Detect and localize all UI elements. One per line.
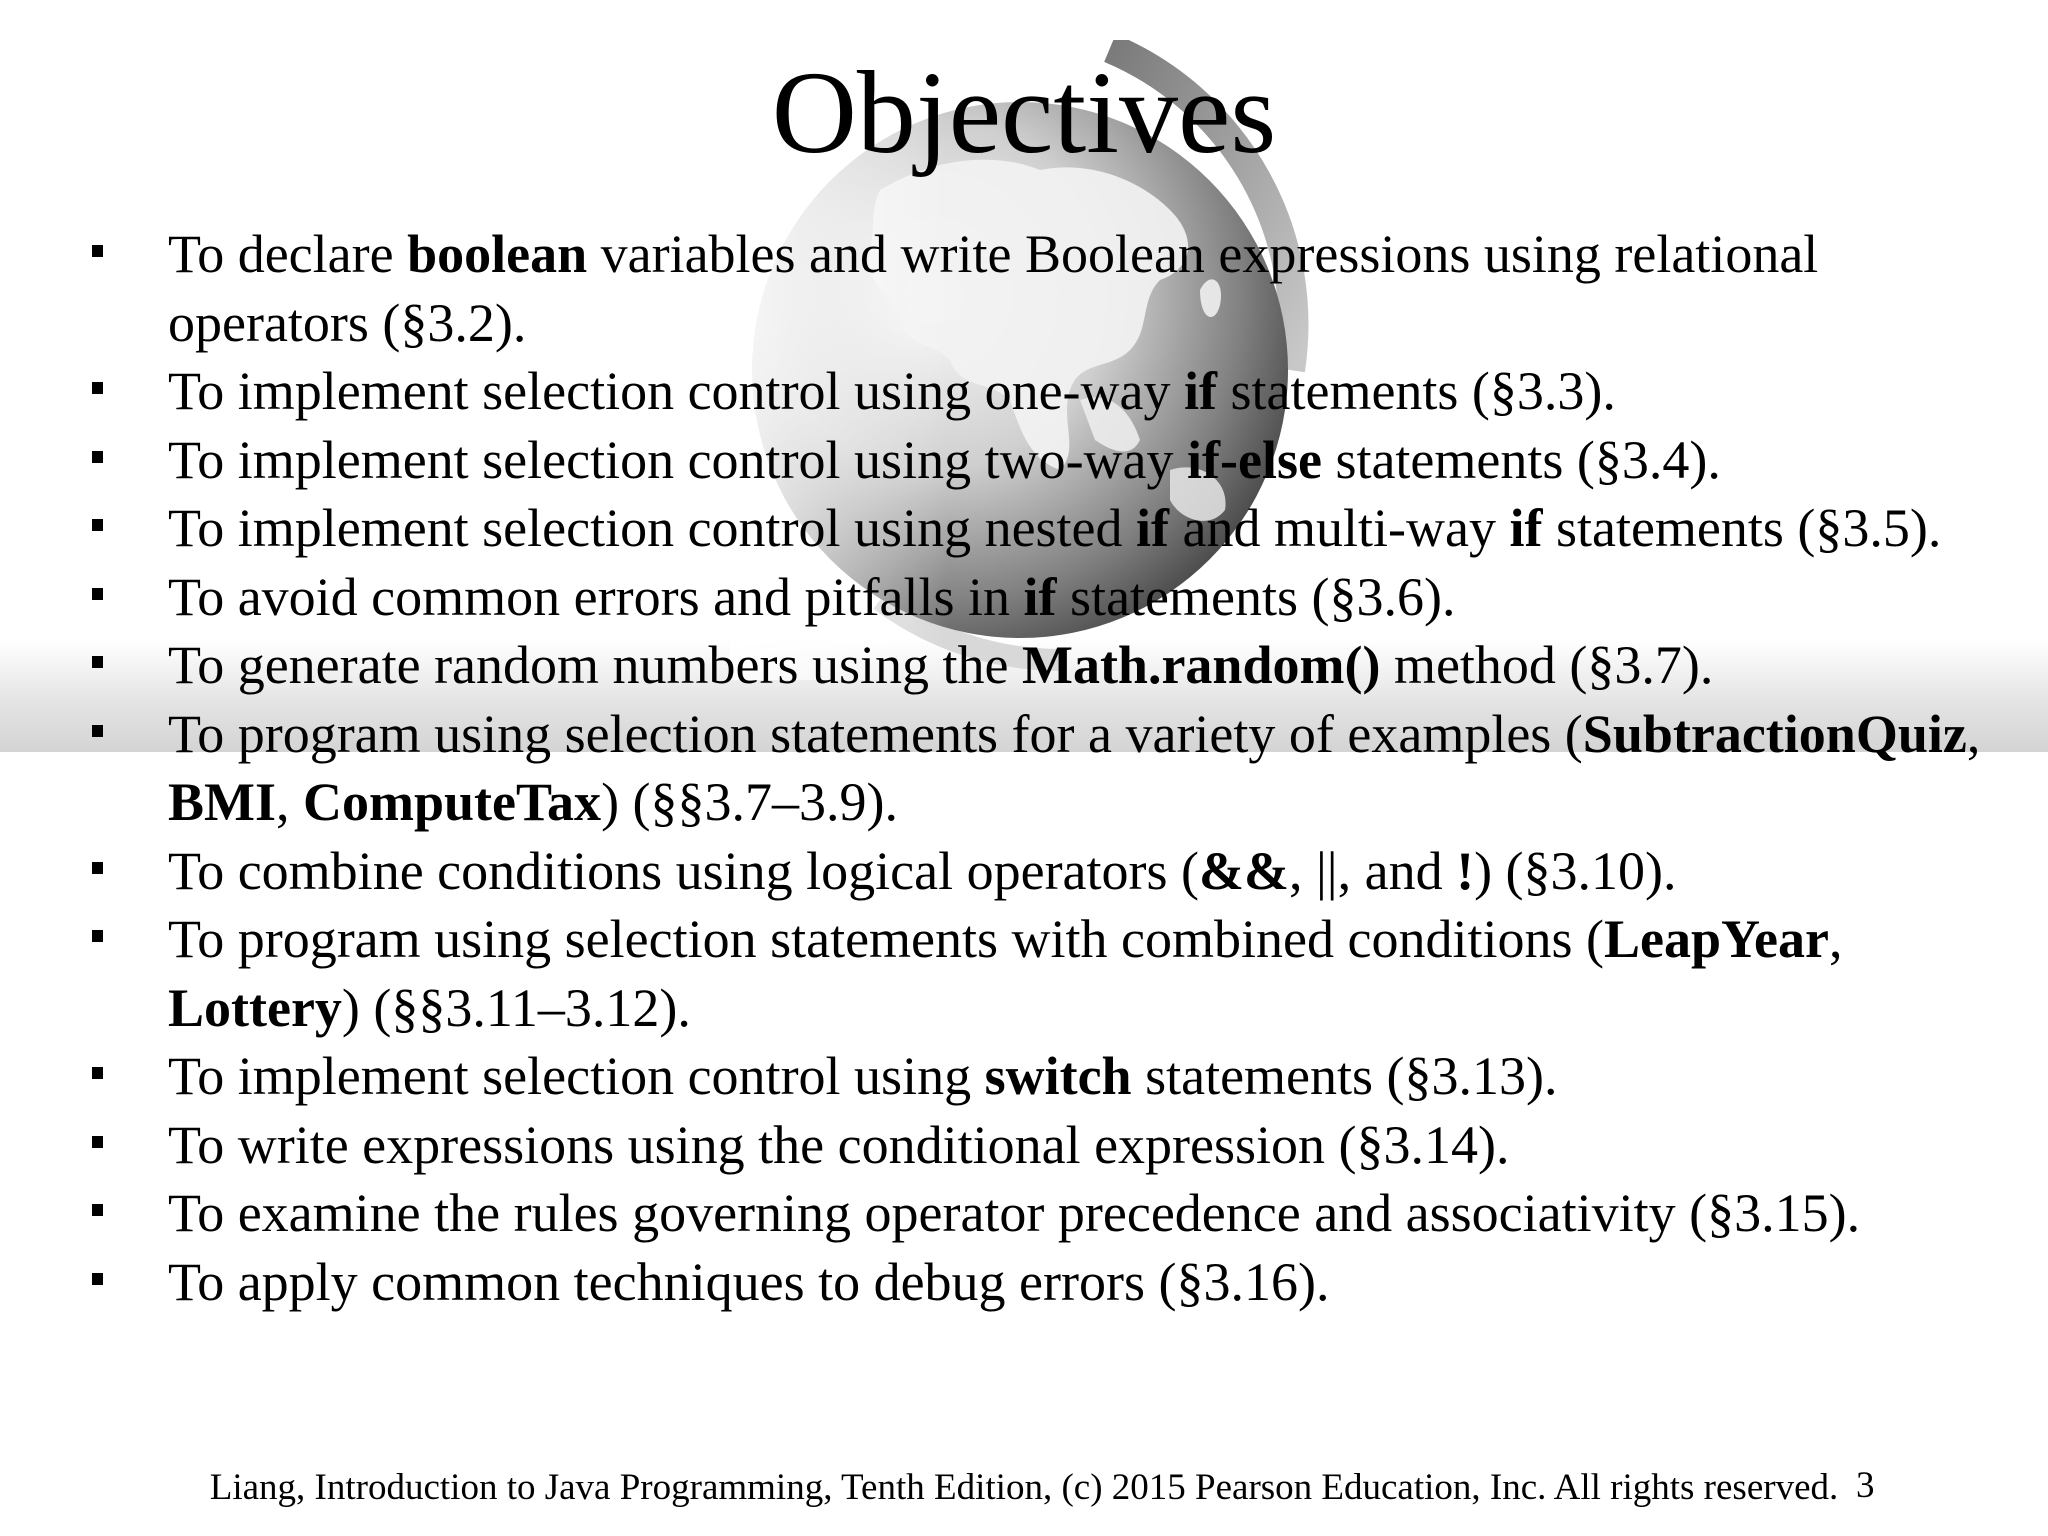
objective-text: To declare [168,224,408,284]
objective-item [88,426,2008,495]
objective-text: method (§3.7). [1380,635,1714,695]
objective-item [88,631,2008,700]
objectives-list [88,220,2008,1316]
objective-keyword: if [1023,566,1057,627]
objective-text: statements (§3.3). [1216,361,1616,421]
bullet-icon [92,1067,103,1079]
objective-item [88,357,2008,426]
footer-citation: Liang, Introduction to Java Programming, Tenth Edition, (c) 2015 Pearson Education, Inc. All rights reserved. [209,1467,1839,1508]
objective-text: To implement selection control using [168,1046,985,1106]
bullet-icon [92,1273,103,1285]
objective-text: To program using selection statements with combined conditions ( [168,909,1604,969]
bullet-icon [92,382,103,394]
bullet-icon [92,451,103,463]
bullet-icon [92,930,103,942]
bullet-icon [92,656,103,668]
objective-text: variables and write Boolean expressions using relational operators (§3.2). [168,224,1819,353]
objective-text: statements (§3.13). [1131,1046,1558,1106]
bullet-icon [92,519,103,531]
objective-text: To examine the rules governing operator precedence and associativity (§3.15). [168,1183,1861,1243]
objective-item [88,563,2008,632]
objective-text: and multi-way [1169,498,1510,558]
objective-keyword: LeapYear [1603,909,1829,969]
objective-item [88,1042,2008,1111]
objective-text: To generate random numbers using the [168,635,1022,695]
objective-text: ) (§3.10). [1474,840,1677,901]
objective-text: statements (§3.6). [1056,566,1456,627]
objective-item [88,1111,2008,1180]
objective-text: To combine conditions using logical operators ( [168,840,1200,901]
bullet-icon [92,862,103,874]
objective-text: To program using selection statements for a variety of examples ( [168,703,1583,764]
bullet-icon [92,725,103,737]
objective-keyword: if [1509,498,1543,558]
objective-text: ) (§§3.7–3.9). [601,772,899,832]
objective-keyword: switch [984,1046,1132,1106]
objective-text: To implement selection control using two-way [168,429,1188,490]
objective-keyword: SubtractionQuiz [1582,703,1967,764]
objective-keyword: boolean [407,224,588,284]
objective-text: To implement selection control using one-way [168,361,1184,421]
objective-text: , [1828,909,1843,969]
objective-item [88,494,2008,563]
objective-keyword: BMI [168,772,276,832]
bullet-icon [92,1136,103,1148]
objective-keyword: if [1183,361,1217,421]
page-number: 3 [1856,1465,1875,1506]
objective-keyword: Math.random() [1021,635,1381,695]
objective-text: , ||, and [1288,840,1457,901]
objective-text: To apply common techniques to debug errors (§3.16). [168,1251,1330,1312]
objective-keyword: && [1199,840,1289,901]
objective-keyword: if [1136,498,1170,558]
objective-item [88,837,2008,906]
objective-keyword: ComputeTax [303,772,602,832]
objective-text: To write expressions using the conditional expression (§3.14). [168,1114,1510,1175]
objective-item [88,1248,2008,1317]
objective-item [88,220,2008,357]
objective-text: ) (§§3.11–3.12). [341,977,691,1038]
objective-text: , [276,772,303,832]
objective-text: To implement selection control using nested [168,498,1137,558]
objective-item [88,1179,2008,1248]
objective-keyword: ! [1456,840,1475,901]
objective-text: To avoid common errors and pitfalls in [168,566,1024,627]
objective-text: statements (§3.5). [1542,498,1942,558]
objective-item [88,905,2008,1042]
objective-keyword: if-else [1187,429,1322,490]
bullet-icon [92,245,103,257]
slide-title: Objectives [771,47,1277,178]
bullet-icon [92,588,103,600]
objective-keyword: Lottery [168,977,342,1038]
bullet-icon [92,1204,103,1216]
objective-text: statements (§3.4). [1321,429,1721,490]
objective-item [88,700,2008,837]
objective-text: , [1966,703,1981,764]
